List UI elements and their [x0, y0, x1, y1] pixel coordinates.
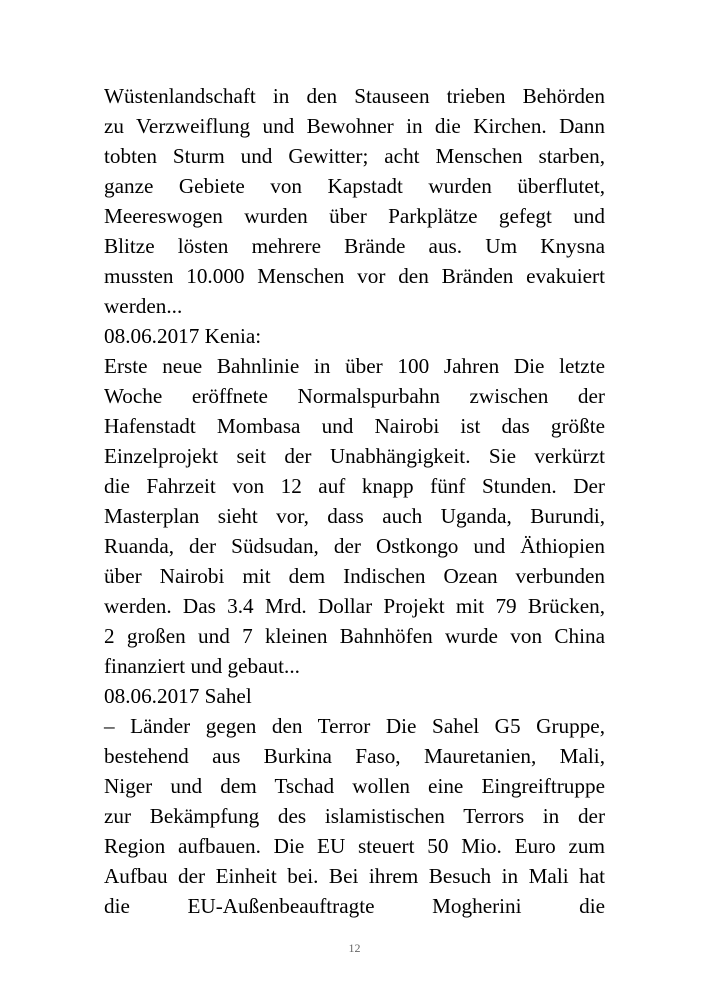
- text-line: die Fahrzeit von 12 auf knapp fünf Stunden. Der: [104, 474, 605, 498]
- page-number: 12: [348, 941, 361, 955]
- text-line: Wüstenlandschaft in den Stauseen trieben Behörden: [104, 84, 605, 108]
- text-line: Ruanda, der Südsudan, der Ostkongo und Äthiopien: [104, 534, 605, 558]
- text-line: Masterplan sieht vor, dass auch Uganda, Burundi,: [104, 504, 605, 528]
- text-line: finanziert und gebaut...: [104, 654, 300, 678]
- text-line: ganze Gebiete von Kapstadt wurden überflutet,: [104, 174, 605, 198]
- text-line: Meereswogen wurden über Parkplätze gefegt und: [104, 204, 605, 228]
- text-line: werden. Das 3.4 Mrd. Dollar Projekt mit 79 Brücken,: [104, 594, 605, 618]
- text-line: 08.06.2017 Sahel: [104, 684, 252, 708]
- text-line: bestehend aus Burkina Faso, Mauretanien, Mali,: [104, 744, 605, 768]
- text-line: 08.06.2017 Kenia:: [104, 324, 262, 348]
- text-line: zur Bekämpfung des islamistischen Terrors in der: [104, 804, 605, 828]
- text-line: Einzelprojekt seit der Unabhängigkeit. Sie verkürzt: [104, 444, 605, 468]
- text-line: werden...: [104, 294, 183, 318]
- text-line: Woche eröffnete Normalspurbahn zwischen der: [104, 384, 605, 408]
- text-line: Blitze lösten mehrere Brände aus. Um Knysna: [104, 234, 605, 258]
- text-line: Niger und dem Tschad wollen eine Eingreiftruppe: [104, 774, 605, 798]
- text-line: Region aufbauen. Die EU steuert 50 Mio. Euro zum: [104, 834, 605, 858]
- text-line: Aufbau der Einheit bei. Bei ihrem Besuch in Mali hat: [104, 864, 605, 888]
- text-line: mussten 10.000 Menschen vor den Bränden evakuiert: [104, 264, 605, 288]
- text-line: Hafenstadt Mombasa und Nairobi ist das größte: [104, 414, 605, 438]
- text-line: 2 großen und 7 kleinen Bahnhöfen wurde von China: [104, 624, 605, 648]
- text-line: Erste neue Bahnlinie in über 100 Jahren Die letzte: [104, 354, 605, 378]
- text-line: über Nairobi mit dem Indischen Ozean verbunden: [104, 564, 605, 588]
- body-text: [104, 81, 605, 921]
- text-line: – Länder gegen den Terror Die Sahel G5 Gruppe,: [104, 714, 605, 738]
- text-line: die EU-Außenbeauftragte Mogherini die: [104, 894, 605, 918]
- text-line: zu Verzweiflung und Bewohner in die Kirchen. Dann: [104, 114, 605, 138]
- text-line: tobten Sturm und Gewitter; acht Menschen starben,: [104, 144, 605, 168]
